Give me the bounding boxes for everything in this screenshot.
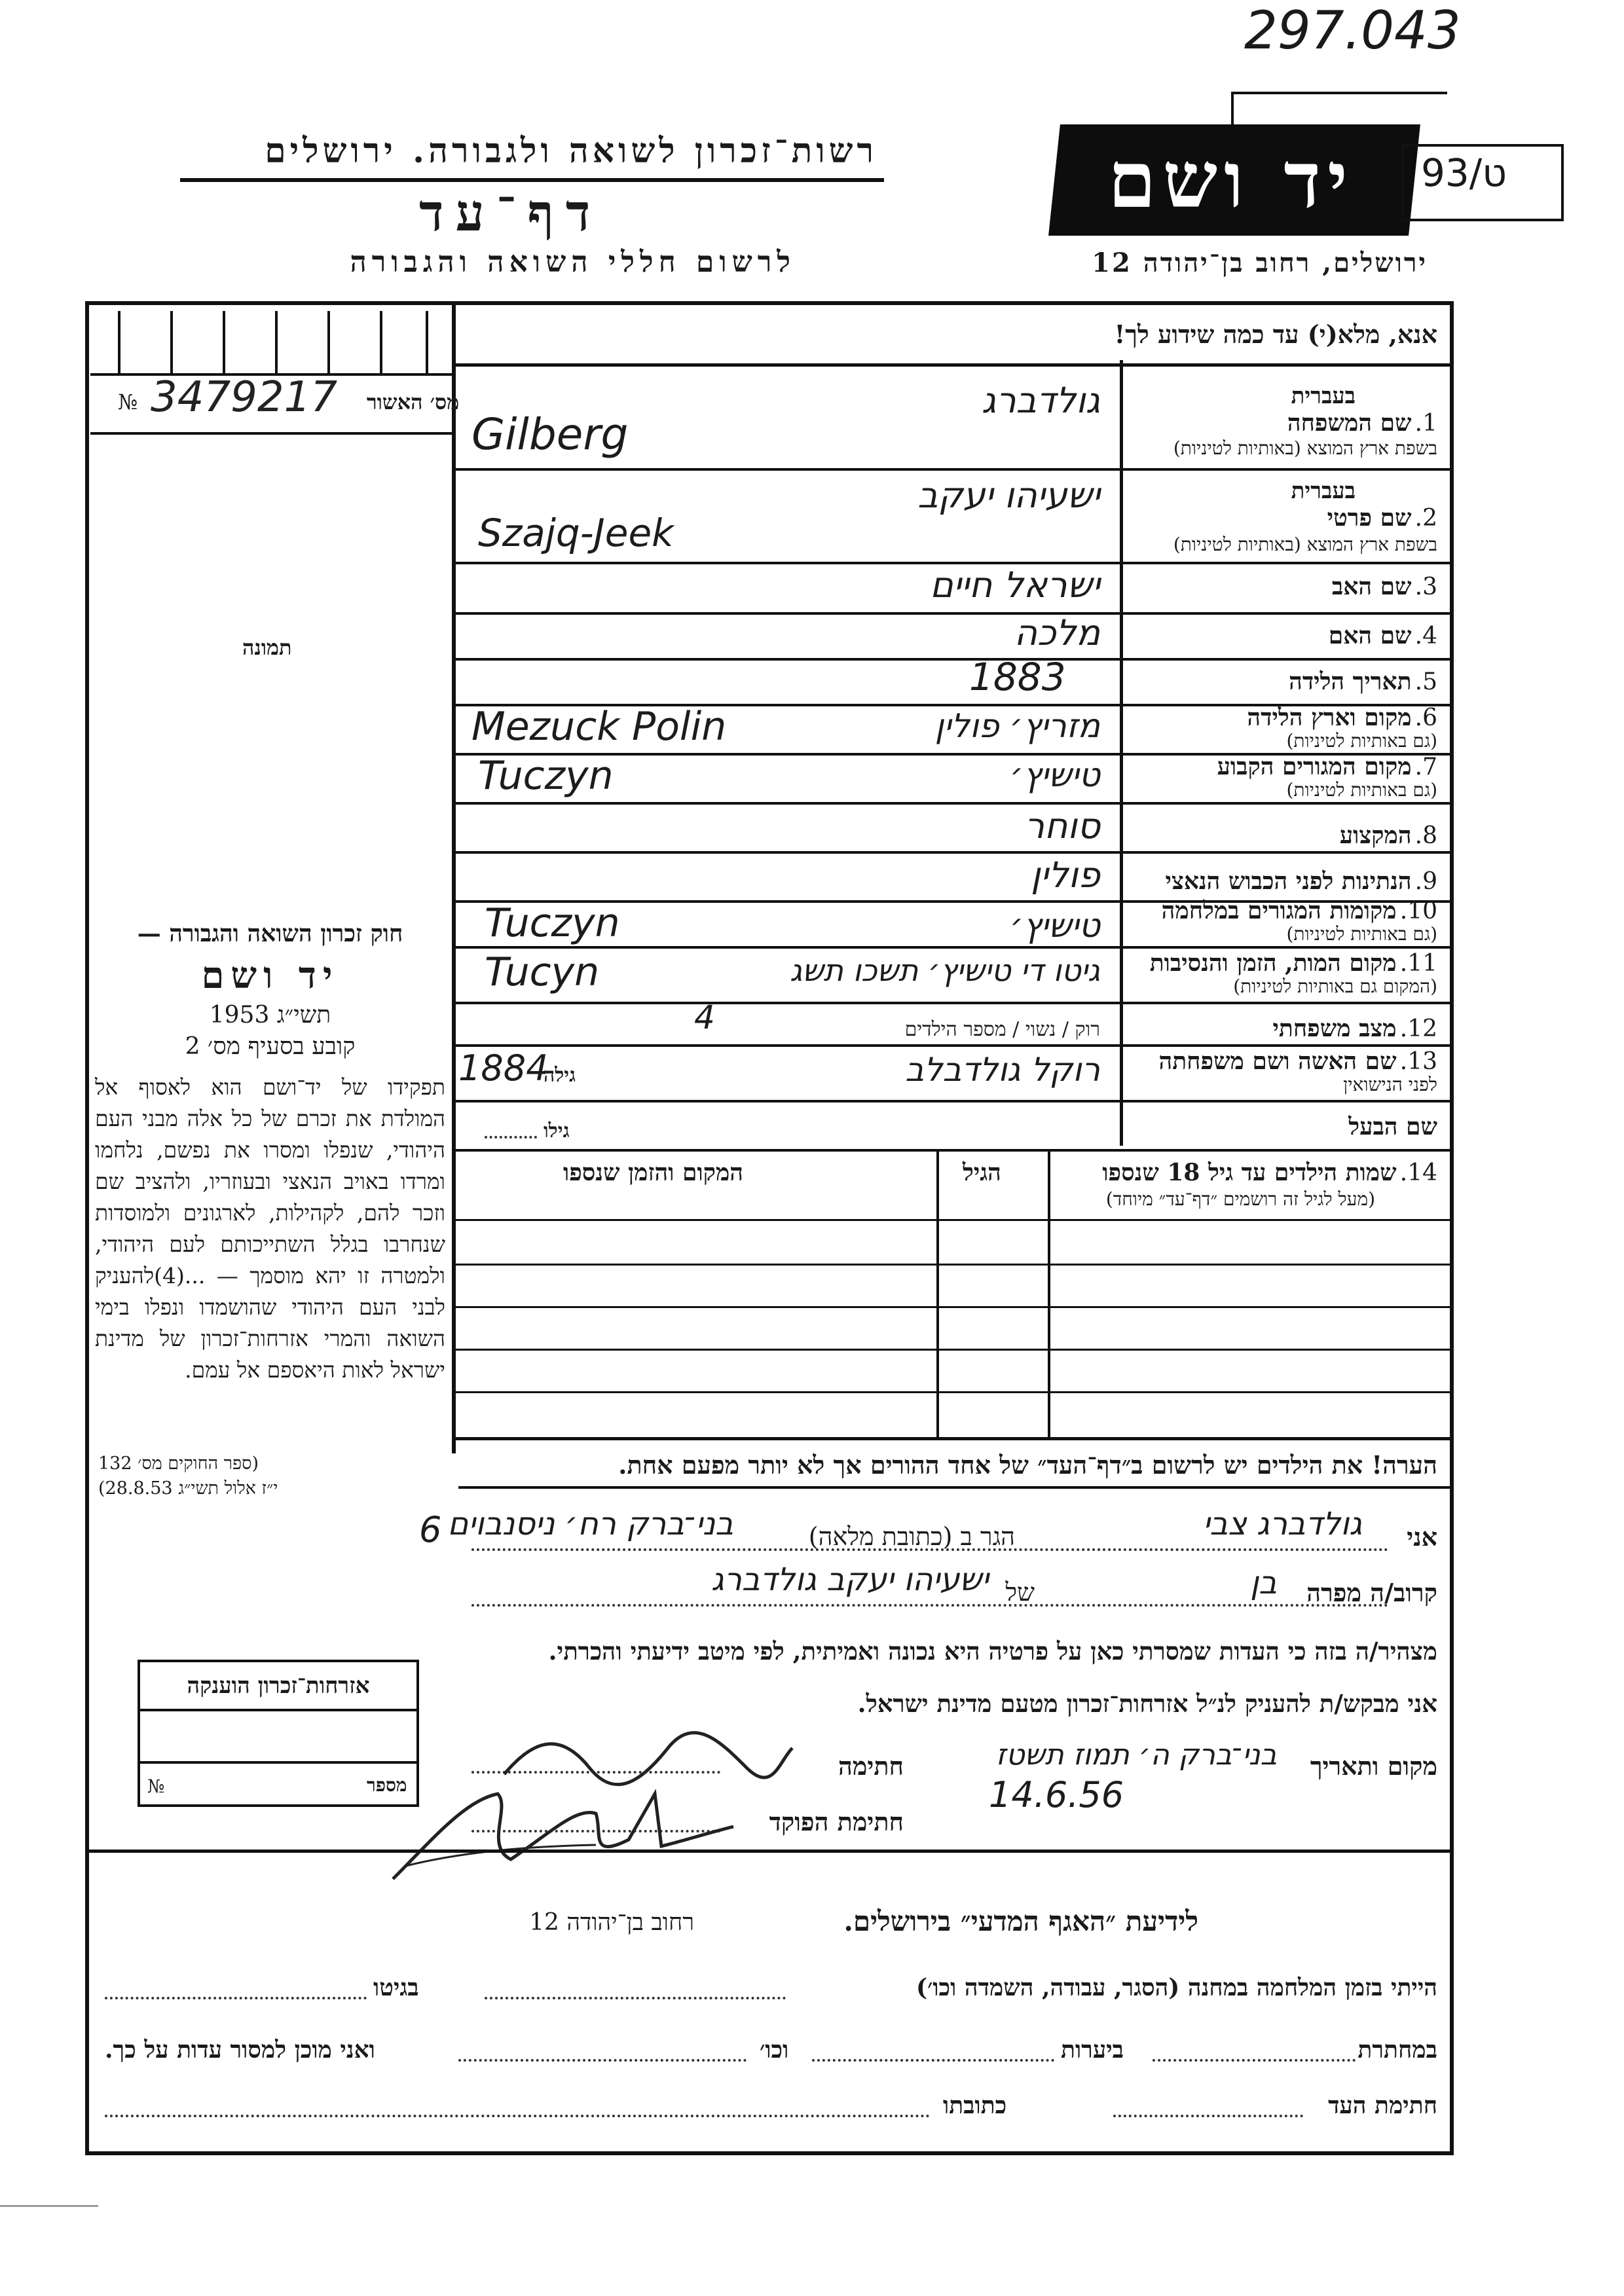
field-12-label: מצב משפחתי xyxy=(1272,1015,1397,1042)
field-8-label-group xyxy=(1340,822,1437,849)
field-1-label: שם המשפחה xyxy=(1287,409,1412,437)
footer-camp-text: הייתי בזמן המלחמה במחנה (הסגר, עבודה, השמדה וכו׳) xyxy=(916,1974,1437,2001)
divider xyxy=(452,468,1454,471)
etc-line xyxy=(458,2059,747,2062)
children-col-age: הגיל xyxy=(963,1159,1001,1186)
table-row-line xyxy=(452,1306,1454,1308)
table-row-line xyxy=(452,1264,1454,1266)
marital-options: רוק / נשוי / מספר הילדים xyxy=(904,1018,1100,1041)
underground-line xyxy=(1153,2059,1356,2062)
field-3-number: 3. xyxy=(1414,574,1437,600)
husband-age-label: גילו xyxy=(544,1120,570,1142)
relative-name: ישעיהו יעקב גולדברג xyxy=(710,1561,989,1598)
declaration-statement: מצהיר/ה בזה כי העדות שמסרתי כאן על פרטיה היא נכונה ואמיתית, לפי מיטב ידיעתי והכרתי. xyxy=(548,1637,1437,1666)
field-6-sub: (גם באותיות לטיניות) xyxy=(1286,730,1437,752)
divider xyxy=(452,1100,1454,1102)
column-divider xyxy=(452,301,456,1453)
footer-address: רחוב בן־יהודה 12 xyxy=(529,1909,694,1936)
field-10-label: מקומות המגורים במלחמה xyxy=(1161,897,1397,924)
field-7-sub: (גם באותיות לטיניות) xyxy=(1286,779,1437,801)
field-5-number: 5. xyxy=(1414,668,1437,695)
table-row-line xyxy=(452,1391,1454,1393)
field-8-label: המקצוע xyxy=(1339,822,1412,849)
form-subtitle: לרשום חללי השואה והגבורה xyxy=(350,246,796,279)
field-9-label-group xyxy=(1166,867,1437,895)
number-sign: № xyxy=(118,390,138,414)
first-name-latin: Szajq-Jeek xyxy=(478,511,674,555)
field-6-number: 6. xyxy=(1414,704,1437,731)
relation-value: בן xyxy=(1250,1565,1277,1601)
divider xyxy=(452,658,1454,661)
ref-box-tick xyxy=(170,311,173,373)
officer-signature-label: חתימת הפוקד xyxy=(769,1807,904,1836)
reference-number: 3479217 xyxy=(151,373,338,422)
divider xyxy=(452,802,1454,805)
place-date-label: מקום ותאריך xyxy=(1310,1751,1437,1781)
place-date-value: בני־ברק ה׳ תמוז תשטז xyxy=(995,1738,1277,1772)
signature-label: חתימה xyxy=(838,1751,904,1781)
ghetto-line xyxy=(105,1997,367,1999)
divider xyxy=(452,1149,1454,1152)
divider xyxy=(452,1437,1454,1440)
field-4-number: 4. xyxy=(1414,623,1437,649)
scan-artifact xyxy=(0,2205,98,2207)
divider xyxy=(90,432,452,435)
field-11-number: 11. xyxy=(1399,950,1437,977)
photo-label: תמונה xyxy=(242,635,292,660)
field-6-label-group xyxy=(1247,704,1437,731)
ref-box-tick xyxy=(426,311,428,373)
field-14-number: 14. xyxy=(1399,1159,1437,1186)
field-9-number: 9. xyxy=(1414,868,1437,895)
field-13-number: 13. xyxy=(1399,1048,1437,1075)
family-name-latin: Gilberg xyxy=(471,409,629,460)
address-label: הגר ב (כתובת מלאה) xyxy=(808,1522,1015,1551)
field-11-label-group xyxy=(1150,949,1437,977)
field-12-number: 12. xyxy=(1399,1015,1437,1042)
wife-age-label: גילה xyxy=(544,1064,576,1087)
forests-line xyxy=(812,2059,1054,2062)
archive-number: 297.043 xyxy=(1244,0,1461,61)
field-11-sub: (המקום גם באותיות לטיניות) xyxy=(1233,975,1437,997)
field-12-label-group xyxy=(1272,1015,1437,1042)
declaration-request: אני מבקש/ת להעניק לנ״ל אזרחות־זכרון מטעם מדינת ישראל. xyxy=(857,1689,1437,1718)
witness-address-label: כתובתו xyxy=(943,2092,1007,2119)
wartime-residence-latin: Tuczyn xyxy=(485,900,620,946)
citizenship-number-label: מספר xyxy=(367,1774,407,1796)
law-title: חוק זכרון השואה והגבורה — xyxy=(137,920,403,947)
wife-name: רוקל גולדבלב xyxy=(905,1051,1100,1089)
field-13-label: שם האשה ושם משפחתה xyxy=(1158,1048,1397,1075)
occupation: סוחר xyxy=(1024,805,1100,847)
husband-label: שם הבעל xyxy=(1348,1113,1437,1140)
relation-label: קרוב/ה מפרה xyxy=(1306,1578,1437,1607)
field-1-sub-latin: בשפת ארץ המוצא (באותיות לטיניות) xyxy=(1173,437,1437,459)
children-col-name: שמות הילדים עד גיל 18 שנספו xyxy=(1102,1159,1397,1186)
table-column-line xyxy=(936,1149,939,1437)
law-reference: י״ז אלול תשי״ג 28.8.53) xyxy=(98,1478,278,1499)
children-col-place: המקום והזמן שנספו xyxy=(563,1159,743,1186)
first-name-hebrew: ישעיהו יעקב xyxy=(917,475,1100,516)
family-name-hebrew: גולדברג xyxy=(981,380,1100,421)
birth-place-hebrew: מזריץ׳ פולין xyxy=(934,707,1100,745)
wife-age: 1884 xyxy=(458,1048,549,1089)
children-note: הערה! את הילדים יש לרשום ב״דף־העד״ של אחד ההורים אך לא יותר מפעם אחת. xyxy=(618,1450,1437,1480)
reference-label: מס׳ האשור xyxy=(367,390,460,414)
field-2-sub-hebrew: בעברית xyxy=(1291,478,1356,504)
death-place-latin: Tucyn xyxy=(485,949,600,995)
field-2-sub-latin: בשפת ארץ המוצא (באותיות לטיניות) xyxy=(1173,534,1437,555)
field-3-label: שם האב xyxy=(1331,573,1412,600)
divider xyxy=(452,946,1454,949)
divider xyxy=(458,1486,1454,1489)
birth-date: 1883 xyxy=(969,655,1066,699)
field-3-label-group xyxy=(1332,573,1437,600)
of-label: של xyxy=(1005,1578,1035,1607)
divider xyxy=(85,1850,1454,1853)
table-column-line xyxy=(1048,1149,1050,1437)
field-2-label-group xyxy=(1327,504,1437,532)
law-reference: (ספר החוקים מס׳ 132 xyxy=(98,1453,259,1474)
field-13-label-group xyxy=(1159,1048,1437,1075)
divider xyxy=(138,1761,419,1764)
field-7-label-group xyxy=(1217,753,1437,780)
divider xyxy=(452,1044,1454,1047)
field-4-label: שם האם xyxy=(1328,622,1412,649)
birth-place-latin: Mezuck Polin xyxy=(471,704,727,750)
field-1-sub-hebrew: בעברית xyxy=(1291,383,1356,409)
officer-signature xyxy=(380,1768,747,1892)
instruction-text: אנא, מלא(י) עד כמה שידוע לך! xyxy=(1114,319,1437,349)
relation-line xyxy=(471,1604,1388,1607)
field-7-label: מקום המגורים הקבוע xyxy=(1217,753,1412,780)
witness-signature-label: חתימת העד xyxy=(1328,2092,1437,2119)
form-title: דף־עד xyxy=(419,183,602,243)
table-row-line xyxy=(452,1349,1454,1351)
field-8-number: 8. xyxy=(1414,822,1437,849)
citizenship-title: אזרחות־זכרון הוענקה xyxy=(187,1673,370,1699)
ghetto-label: בגיטו xyxy=(373,1974,419,2001)
law-year: תשי״ג 1953 xyxy=(209,1002,331,1029)
table-row-line xyxy=(452,1219,1454,1221)
declarant-name: גולדברג צבי xyxy=(1202,1506,1362,1542)
ref-box-tick xyxy=(275,311,278,373)
camp-line xyxy=(485,1997,786,1999)
field-1-number: 1. xyxy=(1414,410,1437,437)
date-numeric: 14.6.56 xyxy=(989,1774,1124,1815)
law-block xyxy=(95,920,445,1386)
field-13-sub: לפני הנישואין xyxy=(1343,1074,1437,1095)
field-10-label-group xyxy=(1162,897,1437,924)
ref-box-tick xyxy=(118,311,120,373)
field-1-label-group xyxy=(1287,409,1437,437)
field-11-label: מקום המות, הזמן והנסיבות xyxy=(1149,949,1397,977)
header-address: ירושלים, רחוב בן־יהודה 12 xyxy=(1092,247,1428,278)
father-name: ישראל חיים xyxy=(929,564,1100,606)
law-clause: קובע בסעיף מס׳ 2 xyxy=(185,1033,356,1060)
citizenship-no-sign: № xyxy=(147,1776,165,1797)
residence-latin: Tuczyn xyxy=(478,753,614,799)
field-5-label: תאריך הלידה xyxy=(1289,668,1412,695)
ref-box-tick xyxy=(223,311,225,373)
children-col-sub: (מעל לגיל זה רושמים ״דף־עד״ מיוחד) xyxy=(1105,1188,1375,1210)
ref-box-tick xyxy=(327,311,330,373)
declarant-address: בני־ברק רח׳ ניסנבוים xyxy=(447,1506,733,1542)
citizenship: פולין xyxy=(1031,854,1100,896)
divider xyxy=(452,612,1454,615)
law-logo: יד ושם xyxy=(201,954,339,997)
forests-label: ביערות xyxy=(1061,2036,1124,2064)
field-9-label: הנתינות לפני הכבוש הנאצי xyxy=(1165,867,1412,895)
field-10-sub: (גם באותיות לטיניות) xyxy=(1286,923,1437,945)
underground-label: במחתרת xyxy=(1357,2036,1437,2064)
stamp-line xyxy=(1231,92,1447,94)
witness-signature-line xyxy=(1113,2115,1303,2117)
children-count: 4 xyxy=(694,998,715,1036)
law-text: תפקידו של יד־ושם הוא לאסוף אל המולדת את זכרם של כל אלה מבני העם היהודי, שנפלו ומסרו את נפשם, נלחמו ומרדו באויב הנאצי ובעוזריו, ולהציב שם וזכר להם, לקהילות, לארגונים ולמוסדות שנחרבו בגלל השתייכותם לעם היהודי, ולמטרה זו יהא מוסמך — ...(4)להעניק לבני העם היהודי שהושמדו ונפלו בימי השואה והמרי אזרחות־זכרון של מדינת ישראל לאות היאספם אל עמם. xyxy=(95,1074,445,1383)
witness-address-line xyxy=(105,2115,930,2117)
field-2-label: שם פרטי xyxy=(1327,504,1412,532)
ref-box-tick xyxy=(380,311,382,373)
divider xyxy=(180,178,884,182)
divider xyxy=(452,851,1454,854)
residence-hebrew: טישיץ׳ xyxy=(1010,756,1100,794)
field-7-number: 7. xyxy=(1414,754,1437,780)
footer-title: לידיעת ״האגף המדעי״ בירושלים. xyxy=(843,1905,1198,1937)
divider xyxy=(138,1709,419,1711)
code-tab-text: 93/ט xyxy=(1421,151,1507,195)
organization-name: רשות־זכרון לשואה ולגבורה. ירושלים xyxy=(265,131,877,171)
death-place-hebrew: גיטו די טישיץ׳ תשכו תשג xyxy=(790,953,1100,988)
field-5-label-group xyxy=(1289,668,1437,695)
field-6-label: מקום וארץ הלידה xyxy=(1247,704,1412,731)
divider xyxy=(452,1002,1454,1004)
husband-age-line xyxy=(485,1136,537,1139)
field-2-number: 2. xyxy=(1414,505,1437,532)
yad-vashem-logo: יד ושם xyxy=(1107,134,1355,225)
declaration-i: אני xyxy=(1407,1522,1437,1552)
mother-name: מלכה xyxy=(1014,612,1100,653)
children-header-group xyxy=(1102,1159,1437,1186)
address-line xyxy=(471,1548,1388,1551)
divider xyxy=(452,363,1454,367)
ready-text: ואני מוכן למסור עדות על כך. xyxy=(105,2036,375,2064)
field-10-number: 10. xyxy=(1399,898,1437,924)
wartime-residence-hebrew: טישיץ׳ xyxy=(1010,907,1100,945)
etc-label: וכו׳ xyxy=(760,2036,789,2064)
address-number: 6 xyxy=(419,1509,442,1550)
field-4-label-group xyxy=(1329,622,1437,649)
